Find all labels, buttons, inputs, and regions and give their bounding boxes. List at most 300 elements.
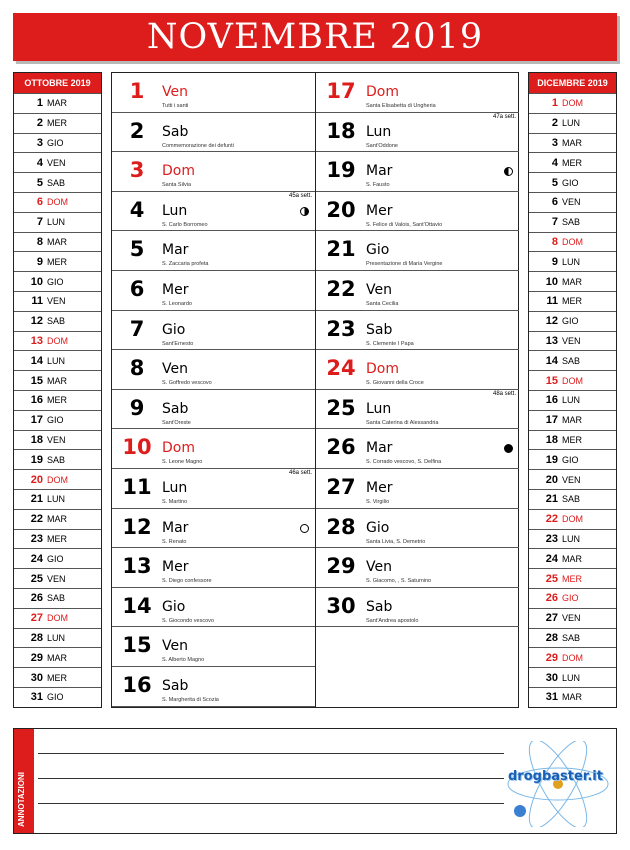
saint-name: S. Leonardo <box>162 300 192 307</box>
mini-day-number: 30 <box>30 671 43 684</box>
day-cell[interactable] <box>112 350 315 390</box>
mini-day-number: 24 <box>545 552 558 565</box>
mini-day-row <box>529 133 616 153</box>
day-number: 13 <box>122 554 152 579</box>
mini-day-row <box>14 548 101 568</box>
logo-text: drogbaster.it <box>508 769 603 784</box>
day-cell[interactable] <box>316 311 519 351</box>
saint-name: Sant'Oreste <box>162 419 191 426</box>
mini-day-name: VEN <box>562 335 581 346</box>
mini-day-name: GIO <box>562 454 579 465</box>
logo <box>504 741 612 827</box>
month-column-2 <box>315 73 519 707</box>
day-name: Mer <box>162 281 189 298</box>
mini-day-name: DOM <box>47 197 68 208</box>
mini-day-row <box>14 608 101 628</box>
note-line[interactable] <box>38 753 504 754</box>
day-name: Ven <box>366 281 392 298</box>
saint-name: S. Alberto Magno <box>162 657 205 664</box>
mini-day-name: DOM <box>562 236 583 247</box>
mini-day-row <box>529 331 616 351</box>
day-number: 18 <box>326 118 356 143</box>
day-cell[interactable] <box>316 548 519 588</box>
mini-day-name: DOM <box>562 514 583 525</box>
day-number: 5 <box>129 237 145 262</box>
mini-day-name: LUN <box>562 118 581 129</box>
day-name: Sab <box>162 123 189 140</box>
day-number: 22 <box>326 276 356 301</box>
day-number: 16 <box>122 672 152 697</box>
mini-day-number: 7 <box>36 216 43 229</box>
last-quarter-moon-icon <box>504 167 513 176</box>
day-cell[interactable] <box>316 469 519 509</box>
mini-day-name: MAR <box>47 98 67 109</box>
mini-day-number: 29 <box>545 651 558 664</box>
note-line[interactable] <box>38 778 504 779</box>
day-cell[interactable] <box>112 113 315 153</box>
mini-day-number: 8 <box>36 235 43 248</box>
mini-day-name: LUN <box>47 217 66 228</box>
day-number: 4 <box>129 197 145 222</box>
mini-day-row <box>529 529 616 549</box>
day-name: Gio <box>162 598 186 615</box>
atom-icon <box>504 741 612 827</box>
mini-day-row <box>14 370 101 390</box>
day-cell[interactable] <box>316 192 519 232</box>
mini-day-name: GIO <box>47 553 64 564</box>
saint-name: Santa Caterina di Alessandria <box>366 419 439 426</box>
mini-day-row <box>14 113 101 133</box>
mini-day-row <box>529 370 616 390</box>
empty-cell <box>316 627 519 667</box>
mini-day-number: 6 <box>551 196 558 209</box>
mini-day-number: 23 <box>545 532 558 545</box>
day-name: Dom <box>162 440 195 457</box>
day-number: 24 <box>326 356 356 381</box>
mini-day-number: 28 <box>30 631 43 644</box>
mini-day-number: 14 <box>545 354 558 367</box>
mini-day-row <box>529 192 616 212</box>
day-name: Mar <box>366 163 393 180</box>
saint-name: Santa Livia, S. Demetrio <box>366 538 426 545</box>
mini-day-row <box>14 469 101 489</box>
saint-name: Sant'Andrea apostolo <box>366 617 419 624</box>
mini-day-number: 17 <box>545 414 558 427</box>
day-number: 8 <box>129 356 145 381</box>
mini-day-number: 15 <box>30 374 43 387</box>
mini-day-row <box>529 489 616 509</box>
mini-day-name: VEN <box>562 197 581 208</box>
mini-day-name: SAB <box>562 632 581 643</box>
day-name: Sab <box>366 321 393 338</box>
mini-day-number: 20 <box>545 473 558 486</box>
saint-name: S. Martino <box>162 498 188 505</box>
mini-day-name: DOM <box>47 474 68 485</box>
mini-day-name: SAB <box>562 355 581 366</box>
mini-day-number: 18 <box>545 433 558 446</box>
mini-day-number: 27 <box>30 612 43 625</box>
day-name: Sab <box>162 677 189 694</box>
mini-day-number: 12 <box>30 315 43 328</box>
mini-day-row <box>14 311 101 331</box>
saint-name: S. Giacomo, , S. Saturnino <box>366 578 432 585</box>
mini-day-number: 31 <box>545 691 558 704</box>
mini-day-row <box>529 232 616 252</box>
saint-name: S. Zaccaria profeta <box>162 261 209 268</box>
mini-day-row <box>529 548 616 568</box>
mini-day-name: MER <box>47 256 67 267</box>
mini-day-row <box>14 152 101 172</box>
mini-day-row <box>14 430 101 450</box>
mini-day-name: MAR <box>562 137 582 148</box>
day-number: 17 <box>326 79 356 103</box>
mini-day-number: 31 <box>30 691 43 704</box>
mini-day-row <box>14 568 101 588</box>
day-cell[interactable] <box>316 429 519 469</box>
mini-day-row <box>14 647 101 667</box>
mini-day-name: GIO <box>562 316 579 327</box>
mini-day-row <box>14 172 101 192</box>
saint-name: Tutti i santi <box>162 103 189 109</box>
mini-day-row <box>14 588 101 608</box>
mini-day-row <box>529 251 616 271</box>
mini-day-number: 9 <box>36 255 43 268</box>
mini-day-name: GIO <box>47 692 64 703</box>
day-number: 28 <box>326 514 356 539</box>
next-month-panel <box>528 72 617 708</box>
day-cell[interactable] <box>112 627 315 667</box>
mini-day-name: MAR <box>47 236 67 247</box>
mini-day-name: SAB <box>562 494 581 505</box>
day-name: Dom <box>366 84 399 100</box>
mini-day-name: MER <box>562 573 582 584</box>
mini-day-row <box>14 291 101 311</box>
saint-name: S. Corrado vescovo, S. Delfina <box>366 459 442 466</box>
day-number: 29 <box>326 554 356 579</box>
day-cell[interactable] <box>316 390 519 430</box>
day-number: 21 <box>326 237 356 262</box>
mini-day-name: MER <box>562 296 582 307</box>
mini-day-number: 21 <box>545 493 558 506</box>
first-quarter-moon-icon <box>300 207 309 216</box>
mini-day-name: LUN <box>562 256 581 267</box>
mini-day-number: 5 <box>36 176 43 189</box>
mini-day-row <box>529 113 616 133</box>
mini-day-number: 24 <box>30 552 43 565</box>
mini-day-row <box>529 687 616 707</box>
mini-day-row <box>529 172 616 192</box>
day-cell[interactable] <box>112 667 315 707</box>
mini-day-name: MER <box>47 118 67 129</box>
saint-name: Santa Cecilia <box>366 300 399 307</box>
day-name: Mar <box>162 519 189 536</box>
mini-day-row <box>529 469 616 489</box>
day-name: Mer <box>366 479 393 496</box>
day-name: Mer <box>162 559 189 576</box>
mini-day-row <box>529 667 616 687</box>
saint-name: S. Margherita di Scozia <box>162 696 219 703</box>
mini-day-row <box>529 291 616 311</box>
day-number: 9 <box>129 395 145 420</box>
mini-day-name: LUN <box>562 395 581 406</box>
notes-label-bar <box>14 729 34 833</box>
day-name: Ven <box>162 84 188 100</box>
mini-day-row <box>14 529 101 549</box>
mini-day-name: VEN <box>562 474 581 485</box>
mini-day-row <box>529 93 616 113</box>
mini-day-name: SAB <box>562 217 581 228</box>
mini-day-row <box>529 152 616 172</box>
mini-day-row <box>14 628 101 648</box>
mini-day-number: 19 <box>545 453 558 466</box>
mini-day-number: 11 <box>31 295 43 308</box>
mini-day-name: DOM <box>562 375 583 386</box>
mini-day-row <box>529 628 616 648</box>
saint-name: Sant'Oddone <box>366 142 398 149</box>
mini-day-number: 1 <box>36 97 43 110</box>
mini-day-row <box>14 331 101 351</box>
mini-day-number: 12 <box>545 315 558 328</box>
mini-day-number: 5 <box>551 176 558 189</box>
day-number: 2 <box>129 118 145 143</box>
mini-day-number: 15 <box>545 374 558 387</box>
day-cell[interactable] <box>316 73 519 113</box>
new-moon-icon <box>504 444 513 453</box>
mini-day-row <box>14 232 101 252</box>
day-cell[interactable] <box>316 231 519 271</box>
day-number: 12 <box>122 514 152 539</box>
day-cell[interactable] <box>112 311 315 351</box>
saint-name: Santa Elisabetta di Ungheria <box>366 103 436 109</box>
prev-month-title: OTTOBRE 2019 <box>14 73 101 93</box>
day-cell[interactable] <box>112 192 315 232</box>
mini-day-row <box>529 568 616 588</box>
saint-name: S. Clemente I Papa <box>366 340 414 347</box>
mini-day-name: DOM <box>47 335 68 346</box>
month-grid <box>111 72 519 708</box>
mini-day-number: 21 <box>30 493 43 506</box>
mini-day-name: DOM <box>562 98 583 109</box>
mini-day-name: MER <box>47 672 67 683</box>
day-name: Mar <box>162 242 189 259</box>
day-number: 15 <box>122 633 152 658</box>
day-name: Mer <box>366 202 393 219</box>
mini-day-name: MER <box>562 157 582 168</box>
day-name: Gio <box>162 321 186 338</box>
day-number: 7 <box>129 316 145 341</box>
mini-day-number: 10 <box>30 275 43 288</box>
day-cell[interactable] <box>112 152 315 192</box>
day-cell[interactable] <box>112 73 315 113</box>
day-cell[interactable] <box>112 509 315 549</box>
mini-day-name: VEN <box>47 157 66 168</box>
day-cell[interactable] <box>112 231 315 271</box>
day-name: Mar <box>366 440 393 457</box>
mini-day-name: LUN <box>562 533 581 544</box>
saint-name: S. Giovanni della Croce <box>366 380 424 387</box>
day-cell[interactable] <box>112 429 315 469</box>
mini-day-number: 4 <box>36 156 43 169</box>
day-cell[interactable] <box>112 548 315 588</box>
mini-day-number: 13 <box>545 334 558 347</box>
day-number: 25 <box>326 395 356 420</box>
mini-day-name: VEN <box>47 434 66 445</box>
day-name: Ven <box>162 361 188 378</box>
mini-day-number: 11 <box>546 295 558 308</box>
day-cell[interactable] <box>316 271 519 311</box>
saint-name: S. Leone Magno <box>162 459 203 466</box>
mini-day-name: MAR <box>562 415 582 426</box>
mini-day-name: LUN <box>47 494 66 505</box>
mini-day-name: LUN <box>47 355 66 366</box>
saint-name: Santa Silvia <box>162 182 192 189</box>
mini-day-number: 16 <box>30 394 43 407</box>
day-name: Gio <box>366 242 390 259</box>
day-number: 3 <box>129 158 145 183</box>
mini-day-number: 22 <box>545 513 558 526</box>
saint-name: S. Fausto <box>366 182 390 189</box>
mini-day-number: 30 <box>545 671 558 684</box>
next-month-title: DICEMBRE 2019 <box>529 73 616 93</box>
mini-day-row <box>529 212 616 232</box>
mini-day-number: 2 <box>551 117 558 130</box>
mini-day-number: 7 <box>551 216 558 229</box>
mini-day-name: LUN <box>562 672 581 683</box>
prev-month-panel <box>13 72 102 708</box>
saint-name: S. Goffredo vescovo <box>162 380 212 387</box>
day-number: 30 <box>326 593 356 618</box>
mini-day-number: 8 <box>551 235 558 248</box>
saint-name: S. Diego confessore <box>162 578 212 585</box>
day-number: 23 <box>326 316 356 341</box>
day-cell[interactable] <box>316 509 519 549</box>
mini-day-name: MER <box>47 395 67 406</box>
mini-day-number: 19 <box>30 453 43 466</box>
day-number: 19 <box>326 158 356 183</box>
mini-day-number: 2 <box>36 117 43 130</box>
mini-day-name: VEN <box>562 613 581 624</box>
notes-panel <box>13 728 617 834</box>
mini-day-row <box>14 133 101 153</box>
mini-day-name: MER <box>47 533 67 544</box>
mini-day-name: VEN <box>47 296 66 307</box>
mini-day-row <box>529 410 616 430</box>
mini-day-number: 14 <box>30 354 43 367</box>
day-name: Lun <box>366 123 392 140</box>
mini-day-number: 3 <box>551 136 558 149</box>
day-name: Dom <box>162 163 195 180</box>
mini-day-name: GIO <box>562 593 579 604</box>
mini-day-row <box>14 251 101 271</box>
day-cell[interactable] <box>316 350 519 390</box>
mini-day-row <box>14 449 101 469</box>
mini-day-name: SAB <box>47 593 66 604</box>
mini-day-row <box>529 608 616 628</box>
mini-day-row <box>529 509 616 529</box>
mini-day-row <box>529 350 616 370</box>
saint-name: S. Giocondo vescovo <box>162 617 214 624</box>
mini-day-name: GIO <box>47 137 64 148</box>
mini-day-number: 23 <box>30 532 43 545</box>
day-number: 10 <box>122 435 152 460</box>
mini-day-row <box>529 588 616 608</box>
day-cell[interactable] <box>112 271 315 311</box>
day-cell[interactable] <box>316 113 519 153</box>
mini-day-row <box>14 390 101 410</box>
day-number: 11 <box>122 474 152 499</box>
day-cell[interactable] <box>316 152 519 192</box>
day-name: Dom <box>366 361 399 378</box>
day-name: Gio <box>366 519 390 536</box>
mini-day-name: GIO <box>47 276 64 287</box>
mini-day-name: VEN <box>47 573 66 584</box>
mini-day-row <box>529 271 616 291</box>
day-name: Lun <box>366 400 392 417</box>
mini-day-row <box>14 93 101 113</box>
mini-day-row <box>14 489 101 509</box>
mini-day-name: GIO <box>562 177 579 188</box>
week-number: 48a sett. <box>492 390 516 397</box>
day-number: 14 <box>122 593 152 618</box>
mini-day-number: 20 <box>30 473 43 486</box>
mini-day-number: 28 <box>545 631 558 644</box>
notes-label: ANNOTAZIONI <box>17 772 26 827</box>
mini-day-row <box>14 271 101 291</box>
day-name: Lun <box>162 202 188 219</box>
mini-day-row <box>529 449 616 469</box>
day-cell[interactable] <box>316 588 519 628</box>
saint-name: S. Virgilio <box>366 498 390 505</box>
mini-day-number: 25 <box>30 572 43 585</box>
page-title: NOVEMBRE 2019 <box>146 17 484 57</box>
mini-day-name: MAR <box>562 692 582 703</box>
mini-day-number: 18 <box>30 433 43 446</box>
day-name: Ven <box>162 638 188 655</box>
mini-day-row <box>14 687 101 707</box>
mini-day-number: 22 <box>30 513 43 526</box>
saint-name: S. Renato <box>162 538 187 545</box>
mini-day-number: 10 <box>545 275 558 288</box>
month-column-1 <box>112 73 315 707</box>
mini-day-number: 26 <box>30 592 43 605</box>
mini-day-number: 29 <box>30 651 43 664</box>
day-cell[interactable] <box>112 588 315 628</box>
mini-day-row <box>529 430 616 450</box>
note-line[interactable] <box>38 803 504 804</box>
mini-day-name: MAR <box>562 276 582 287</box>
day-name: Lun <box>162 479 188 496</box>
mini-day-row <box>529 647 616 667</box>
mini-day-row <box>529 390 616 410</box>
mini-day-number: 9 <box>551 255 558 268</box>
mini-day-row <box>14 667 101 687</box>
mini-day-name: SAB <box>47 454 66 465</box>
mini-day-number: 1 <box>551 97 558 110</box>
mini-day-number: 6 <box>36 196 43 209</box>
day-cell[interactable] <box>112 469 315 509</box>
mini-day-number: 17 <box>30 414 43 427</box>
day-cell[interactable] <box>112 390 315 430</box>
mini-day-number: 26 <box>545 592 558 605</box>
saint-name: Presentazione di Maria Vergine <box>366 261 443 268</box>
title-banner <box>13 13 617 61</box>
mini-day-row <box>14 192 101 212</box>
day-number: 20 <box>326 197 356 222</box>
mini-day-number: 27 <box>545 612 558 625</box>
mini-day-number: 13 <box>30 334 43 347</box>
mini-day-name: MAR <box>47 375 67 386</box>
mini-day-number: 4 <box>551 156 558 169</box>
